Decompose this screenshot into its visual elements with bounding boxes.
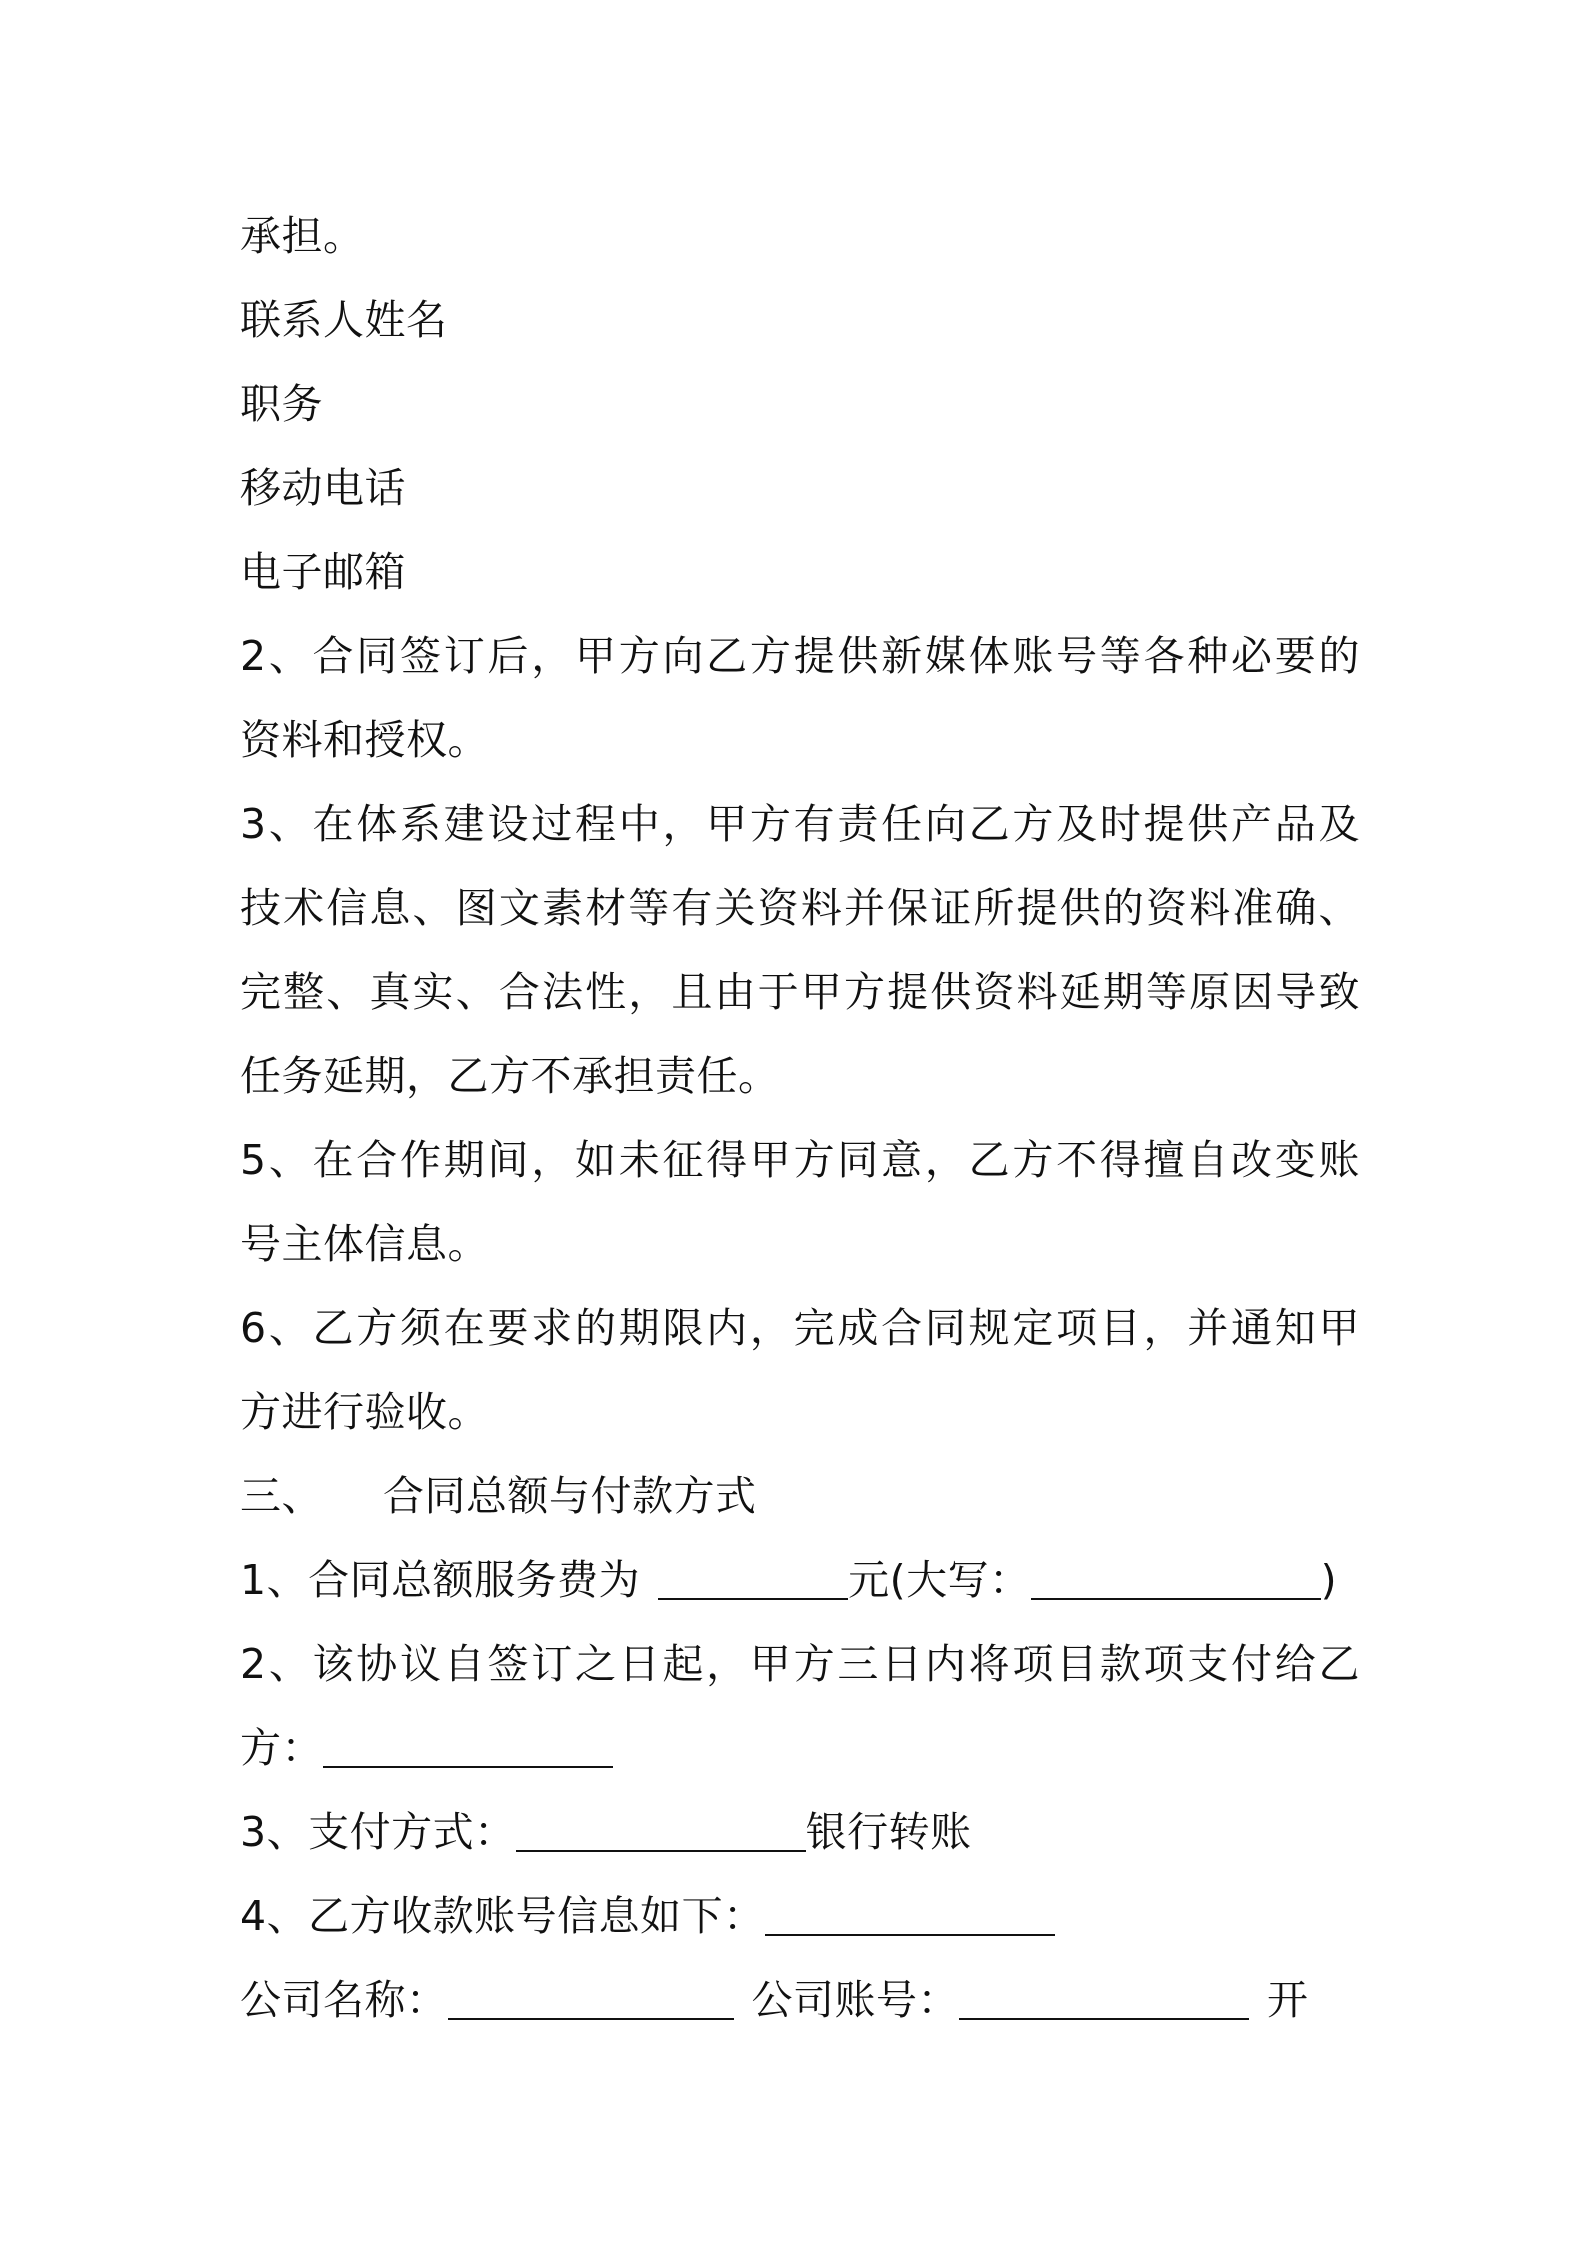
clause-5-line-2: 号主体信息。 xyxy=(240,1220,489,1268)
total-amount-label: 1、合同总额服务费为 xyxy=(240,1556,641,1604)
section-3-heading xyxy=(240,1454,1360,1538)
payment-blank[interactable] xyxy=(323,1730,613,1768)
company-info-line xyxy=(240,1958,1360,2042)
account-info-blank[interactable] xyxy=(765,1898,1055,1936)
contract-body xyxy=(240,194,1360,2042)
account-info-line xyxy=(240,1874,1360,1958)
amount-uppercase-blank[interactable] xyxy=(1031,1562,1321,1600)
clause-6-line-2: 方进行验收。 xyxy=(240,1388,489,1436)
company-name-label: 公司名称： xyxy=(240,1976,448,2024)
contact-name-label: 联系人姓名 xyxy=(240,296,448,344)
payment-method-blank[interactable] xyxy=(516,1814,806,1852)
clause-2-line-1: 2、合同签订后，甲方向乙方提供新媒体账号等各种必要的 xyxy=(240,632,1360,680)
email-label: 电子邮箱 xyxy=(240,548,406,596)
payment-method-line xyxy=(240,1790,1360,1874)
mobile-phone-label: 移动电话 xyxy=(240,464,406,512)
payment-method-label: 3、支付方式： xyxy=(240,1808,516,1856)
position-label: 职务 xyxy=(240,380,323,428)
clause-3-line-4: 任务延期，乙方不承担责任。 xyxy=(240,1052,780,1100)
company-name-blank[interactable] xyxy=(448,1982,734,2020)
clause-3-line-3: 完整、真实、合法性，且由于甲方提供资料延期等原因导致 xyxy=(240,968,1360,1016)
bank-label-start: 开 xyxy=(1267,1976,1309,2024)
clause-3-line-1: 3、在体系建设过程中，甲方有责任向乙方及时提供产品及 xyxy=(240,800,1360,848)
clause-2-line-2: 资料和授权。 xyxy=(240,716,489,764)
amount-blank[interactable] xyxy=(658,1562,848,1600)
closing-paren: ) xyxy=(1320,1556,1338,1604)
total-amount-line xyxy=(240,1538,1360,1622)
bank-transfer-text: 银行转账 xyxy=(805,1808,972,1856)
clause-6-line-1: 6、乙方须在要求的期限内，完成合同规定项目，并通知甲 xyxy=(240,1304,1360,1352)
account-info-label: 4、乙方收款账号信息如下： xyxy=(240,1892,765,1940)
payment-clause-line-2 xyxy=(240,1706,1360,1790)
section-number: 三、 xyxy=(240,1472,323,1520)
party-b-label: 方： xyxy=(240,1724,323,1772)
text-line: 承担。 xyxy=(240,212,365,260)
payment-clause-line-1: 2、该协议自签订之日起，甲方三日内将项目款项支付给乙 xyxy=(240,1640,1360,1688)
clause-5-line-1: 5、在合作期间，如未征得甲方同意，乙方不得擅自改变账 xyxy=(240,1136,1360,1184)
amount-uppercase-label: 元(大写： xyxy=(848,1556,1031,1604)
company-account-label: 公司账号： xyxy=(751,1976,959,2024)
clause-3-line-2: 技术信息、图文素材等有关资料并保证所提供的资料准确、 xyxy=(240,884,1360,932)
company-account-blank[interactable] xyxy=(959,1982,1249,2020)
section-title: 合同总额与付款方式 xyxy=(383,1472,757,1520)
